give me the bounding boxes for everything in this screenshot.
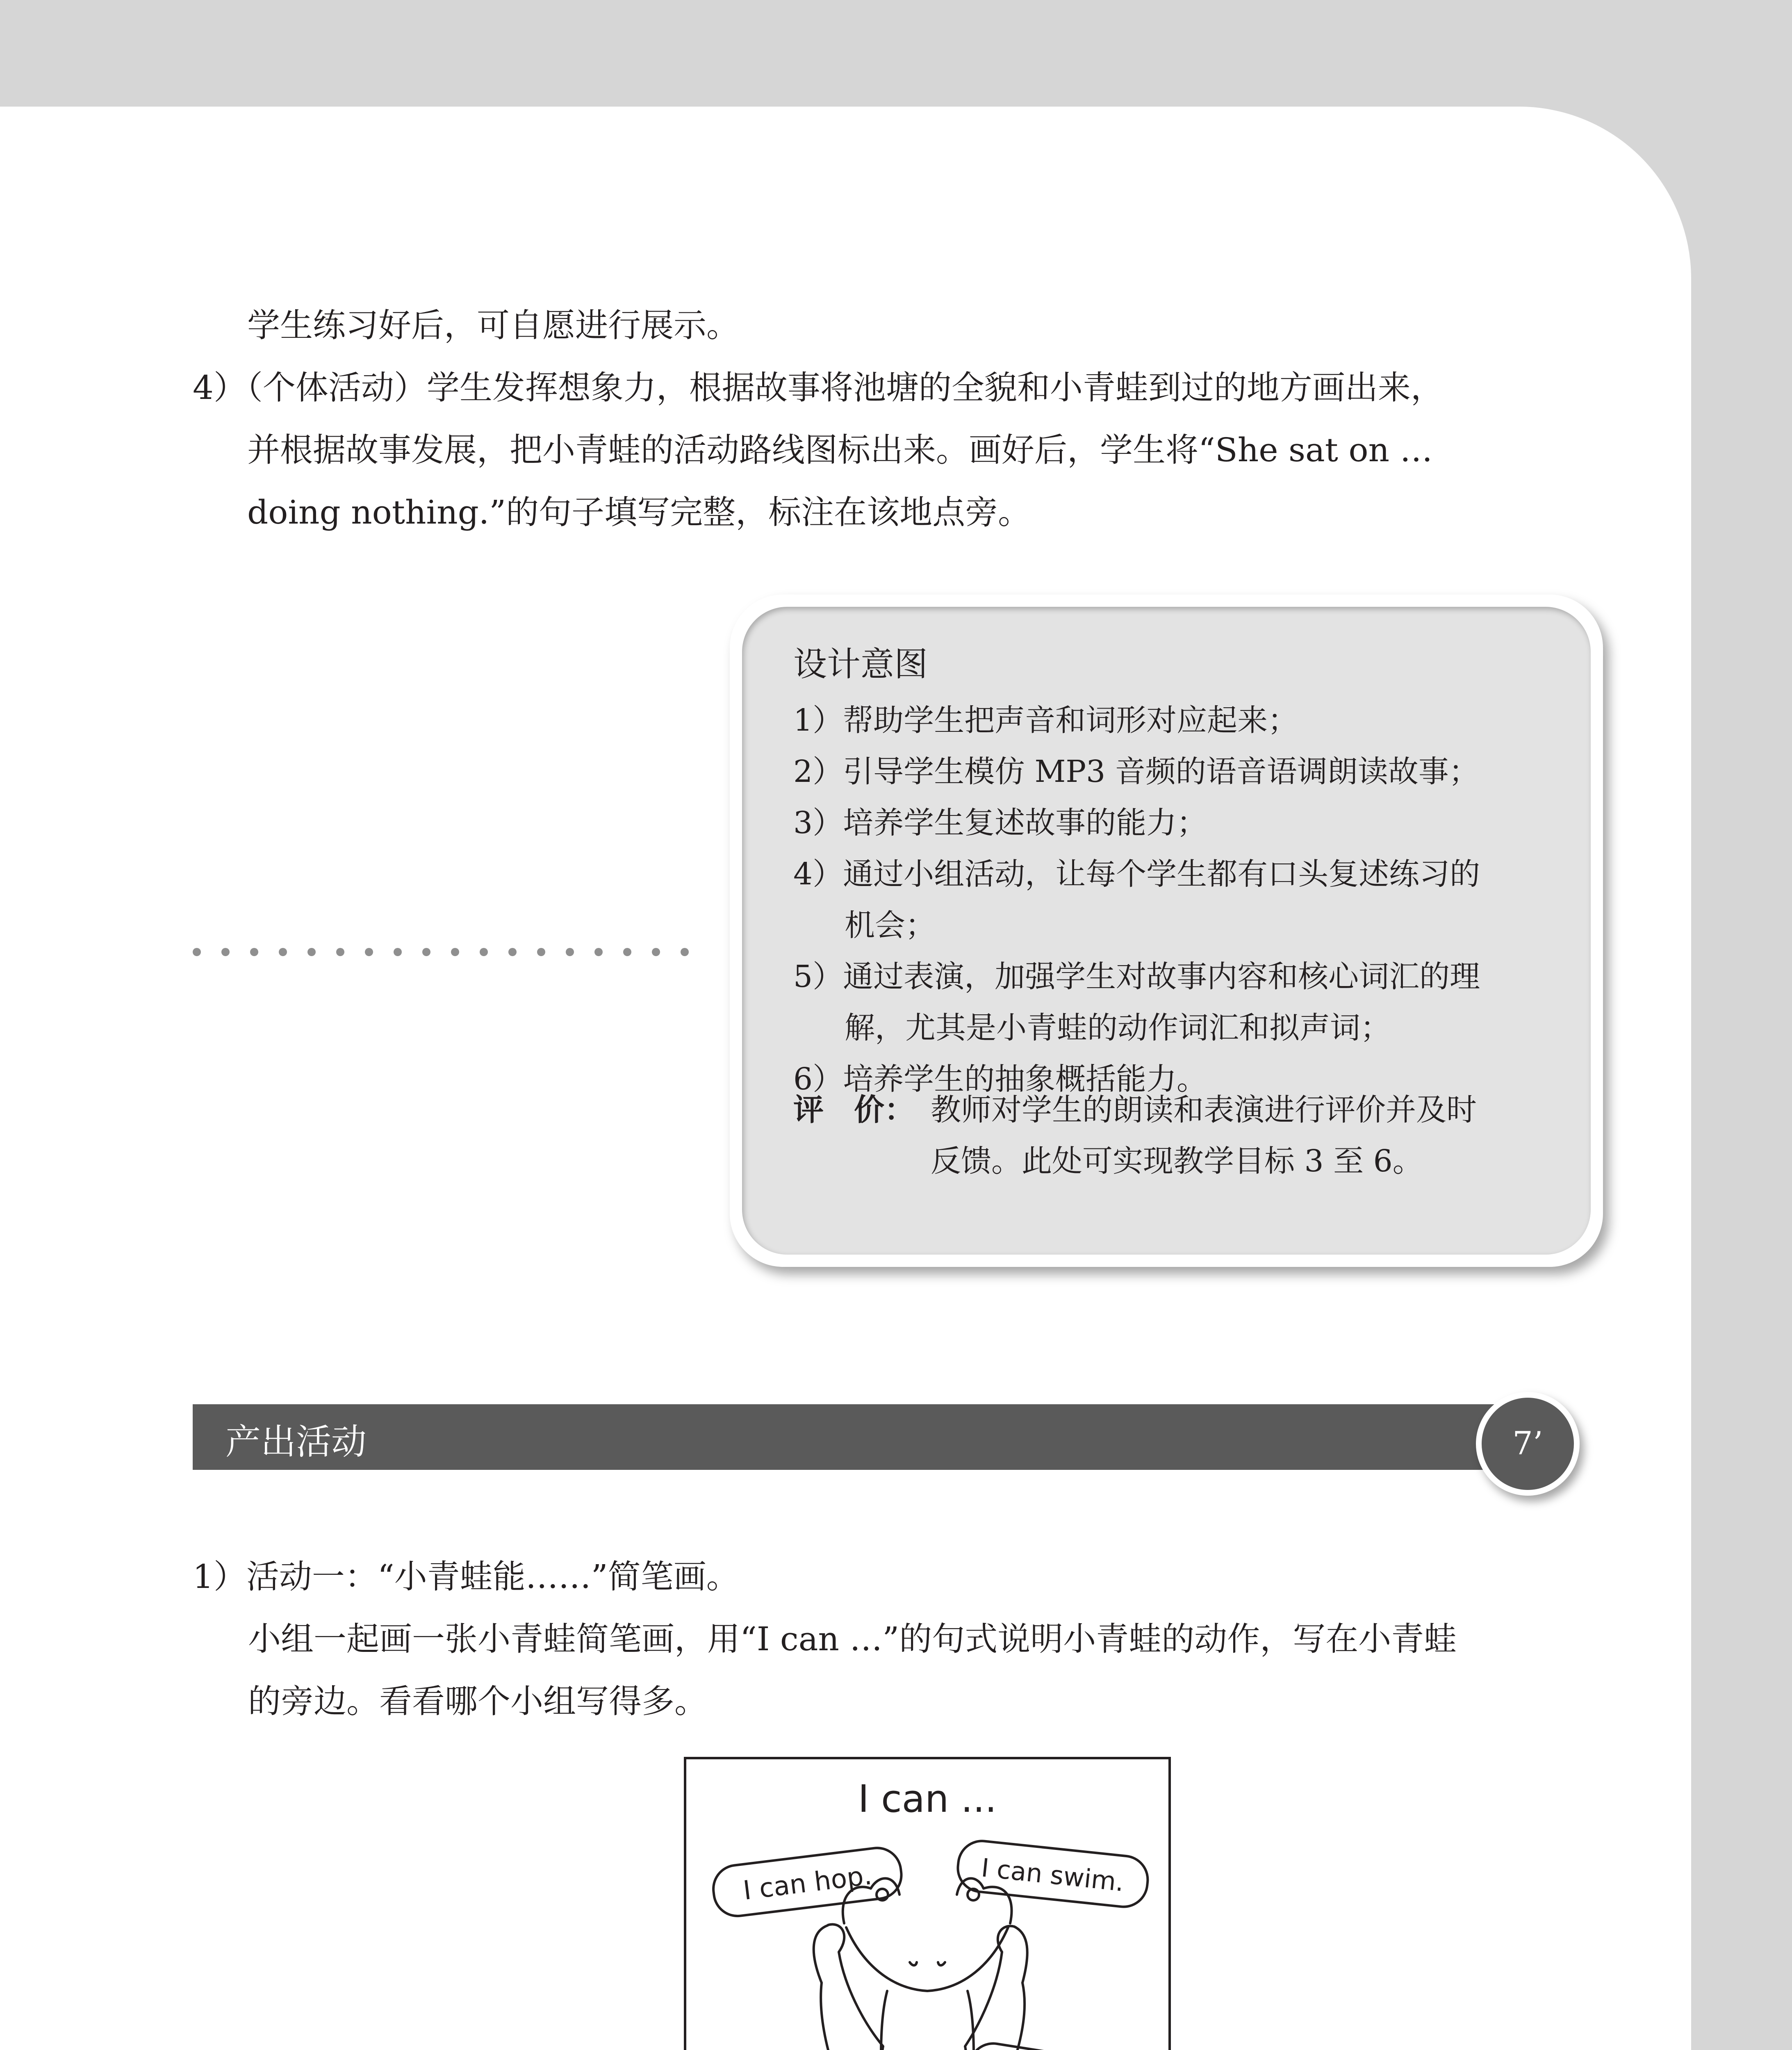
list-item [793, 746, 1480, 797]
design-intent-title: 设计意图 [793, 645, 928, 684]
design-intent-list [793, 695, 1480, 1105]
evaluation-label: 评 价： [793, 1092, 915, 1128]
dotted-connector [193, 948, 701, 957]
activity1-heading: 1）活动一：“小青蛙能……”简笔画。 [193, 1558, 739, 1596]
dot [250, 948, 258, 956]
evaluation-text-line2: 反馈。此处可实现教学目标 3 至 6。 [931, 1143, 1423, 1179]
list-item-text: 2）引导学生模仿 MP3 音频的语音语调朗读故事； [793, 754, 1479, 789]
item4-line3: doing nothing.”的句子填写完整，标注在该地点旁。 [247, 493, 1031, 531]
dot [279, 948, 287, 956]
dot [480, 948, 488, 956]
item4-line2: 并根据故事发展，把小青蛙的活动路线图标出来。画好后，学生将“She sat on … [247, 431, 1433, 469]
frog-icon [809, 1878, 1037, 2050]
dot [451, 948, 459, 956]
list-item-text: 3）培养学生复述故事的能力； [793, 805, 1207, 840]
time-badge: 7’ [1476, 1392, 1580, 1496]
design-intent-panel [742, 607, 1591, 1255]
list-item [793, 951, 1480, 1054]
list-item-text: 4）通过小组活动，让每个学生都有口头复述练习的 [793, 856, 1480, 892]
bubble-text: I can swim. [980, 1852, 1126, 1897]
intro-text: 学生练习好后，可自愿进行展示。 [247, 306, 739, 344]
list-item [793, 797, 1480, 849]
dot [537, 948, 545, 956]
speech-bubble-swim [956, 1839, 1150, 1909]
list-item-text: 1）帮助学生把声音和词形对应起来； [793, 703, 1298, 738]
list-item-text: 6）培养学生的抽象概括能力。 [793, 1061, 1207, 1097]
dot [681, 948, 689, 956]
illustration-title: I can ... [858, 1777, 997, 1821]
bubble-outline [965, 2040, 1155, 2050]
bubble-text: I can hop. [741, 1860, 874, 1906]
dot [193, 948, 201, 956]
section-title: 产出活动 [225, 1421, 367, 1462]
section-header-bar [193, 1404, 1509, 1470]
evaluation-block [793, 1084, 1477, 1187]
item4-line1: 4）（个体活动）学生发挥想象力，根据故事将池塘的全貌和小青蛙到过的地方画出来， [193, 369, 1444, 407]
speech-bubble-climb [965, 2040, 1155, 2050]
dot [594, 948, 603, 956]
frog-drawing [686, 1759, 1168, 2050]
dot [336, 948, 344, 956]
dot [422, 948, 430, 956]
list-item-text: 5）通过表演，加强学生对故事内容和核心词汇的理 [793, 959, 1480, 994]
list-item [793, 695, 1480, 746]
activity1-desc-line2: 的旁边。看看哪个小组写得多。 [248, 1682, 707, 1720]
dot [394, 948, 402, 956]
dot [623, 948, 631, 956]
frog-illustration [684, 1757, 1171, 2050]
dot [566, 948, 574, 956]
evaluation-text-line1: 教师对学生的朗读和表演进行评价并及时 [931, 1092, 1477, 1128]
dot [221, 948, 230, 956]
dot [365, 948, 373, 956]
list-item [793, 849, 1480, 951]
activity1-desc-line1: 小组一起画一张小青蛙简笔画，用“I can …”的句式说明小青蛙的动作，写在小青蛙 [248, 1620, 1457, 1658]
list-item-continuation: 机会； [845, 908, 936, 943]
list-item-continuation: 解，尤其是小青蛙的动作词汇和拟声词； [845, 1010, 1391, 1046]
intro-line [193, 294, 739, 357]
design-intent-box [730, 594, 1603, 1267]
dot [508, 948, 517, 956]
dot [307, 948, 316, 956]
dot [652, 948, 660, 956]
